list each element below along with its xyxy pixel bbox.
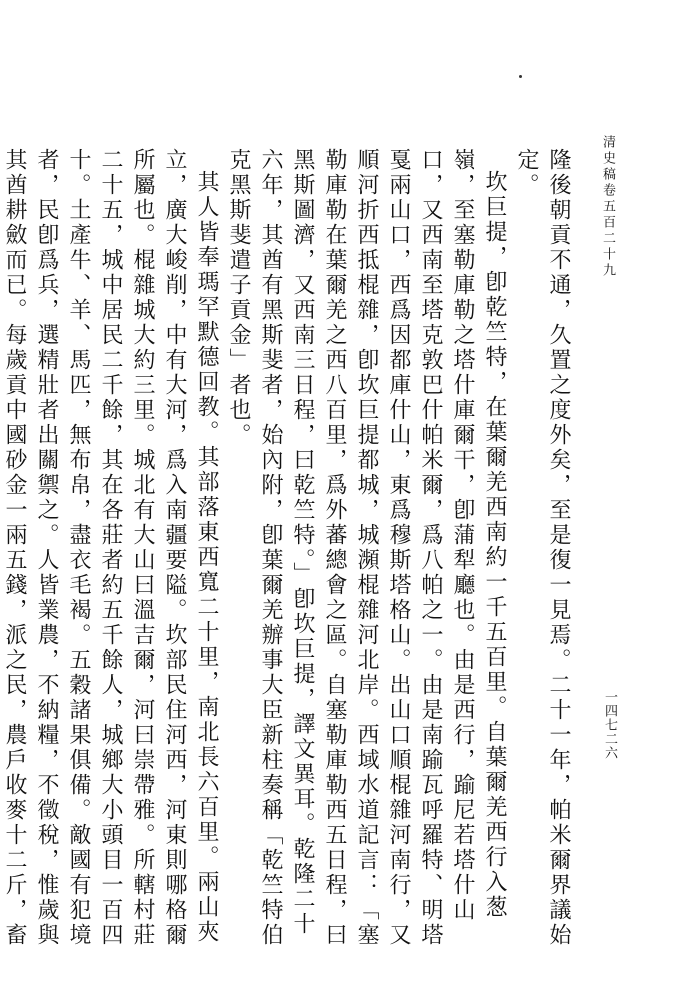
paragraph-continuation: 隆後朝貢不通，久置之度外矣，至是復一見焉。二十一年，帕米爾界議始定。	[514, 148, 571, 948]
body-text	[2, 148, 574, 948]
paragraph-kanjuti-location: 坎巨提，卽乾竺特，在葉爾羌西南約一千五百里。自葉爾羌西行入葱嶺，至塞勒庫勒之塔什庫爾干，卽蒲犁廳也。由是西行，踰尼若塔什山口，又西南至塔克敦巴什帕米爾，爲八帕之一。由是南踰瓦呼羅特、明塔戛兩山口，西爲因都庫什山，東爲穆斯塔格山。出山口順棍雜河南行，又順河折西抵棍雜，卽坎巨提都城，城瀕棍雜河北岸。西域水道記言：「塞勒庫勒在葉爾羌之西八百里，爲外蕃總會之區。自塞勒庫勒西五日程，曰黑斯圖濟，又西南三日程，曰乾竺特。」卽坎巨提，譯文異耳。乾隆二十六年，其酋有黑斯斐者，始內附，卽葉爾羌辦事大臣新柱奏稱「乾竺特伯克黑斯斐遣子貢金」者也。	[226, 148, 507, 948]
paragraph-kanjuti-customs: 其人皆奉瑪罕默德回教。其部落東西寬二十里，南北長六百里。兩山夾立，廣大峻削，中有大河，爲入南疆要隘。坎部民住河西，河東則哪格爾所屬也。棍雜城大約三里。城北有大山曰溫吉爾，河曰崇帶雅。所轄村莊二十五，城中居民二千餘，其在各莊者約五千餘人，城鄉大小頭目一百四十。土產牛、羊、馬匹，無布帛，盡衣毛褐。五穀諸果俱備。敵國有犯境者，民卽爲兵，選精壯者出關禦之。人皆業農，不納糧，不徵稅，惟歲與其酋耕斂而已。每歲貢中國砂金一兩五錢，派之民，農戶收麥十二斤，畜	[2, 148, 219, 948]
margin-mark	[519, 75, 522, 78]
page-number: 一四七二六	[602, 690, 617, 760]
running-header-title: 清史稿卷五百二十九	[600, 135, 615, 279]
